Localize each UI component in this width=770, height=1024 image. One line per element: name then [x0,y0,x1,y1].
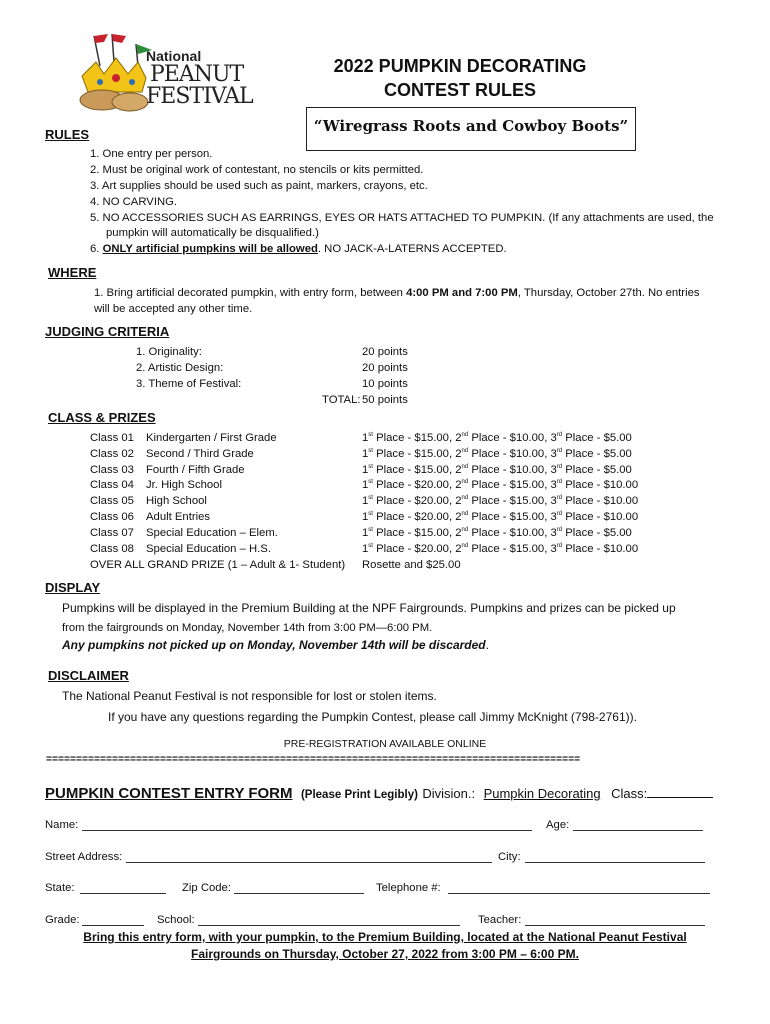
prize-amount: $15.00 [414,463,449,476]
class-number: Class 01 [90,432,134,444]
class-prizes: 1st Place - $20.00, 2nd Place - $15.00, 3rd Place - $10.00 [362,495,639,508]
class-name: Special Education – H.S. [146,542,271,555]
street-field[interactable] [126,862,492,863]
judging-label: 2. Artistic Design: [136,362,224,374]
class-name: High School [146,495,207,508]
class-number: Class 02 [90,447,134,460]
class-name: Fourth / Fifth Grade [146,463,245,476]
display-line1: Pumpkins will be displayed in the Premium Building at the NPF Fairgrounds. Pumpkins and prizes can be picked up [62,601,676,615]
prize-amount: $5.00 [603,447,632,460]
class-number: Class 07 [90,526,134,539]
class-number: Class 04 [90,479,134,492]
prize-amount: $10.00 [509,432,545,444]
class-prizes: 1st Place - $20.00, 2nd Place - $15.00, 3rd Place - $10.00 [362,511,639,523]
judging-points: 10 points [362,378,408,390]
rule-6-number: 6. [90,243,100,255]
judging-points: 20 points [362,362,408,374]
display-heading: DISPLAY [45,580,101,595]
rule-item: 5. NO ACCESSORIES SUCH AS EARRINGS, EYES OR HATS ATTACHED TO PUMPKIN. (If any attachments are used, the [90,212,714,224]
class-name: Special Education – Elem. [146,526,278,539]
prize-amount: $5.00 [603,463,632,476]
disclaimer-heading: DISCLAIMER [48,668,129,683]
judging-label: 1. Originality: [136,346,202,358]
where-time: 4:00 PM and 7:00 PM [406,287,518,299]
class-prizes: 1st Place - $15.00, 2nd Place - $10.00, 3rd Place - $5.00 [362,463,632,476]
prize-amount: $20.00 [414,542,449,555]
rule-item: 4. NO CARVING. [90,196,178,208]
prize-amount: $10.00 [509,463,545,476]
prize-amount: $20.00 [414,495,449,508]
state-label: State: [45,882,75,894]
state-field[interactable] [80,893,166,894]
prize-amount: $15.00 [414,432,449,444]
logo-text-peanut: PEANUT [150,62,244,87]
class-prizes: 1st Place - $20.00, 2nd Place - $15.00, 3rd Place - $10.00 [362,542,639,555]
rule-6-rest: . NO JACK-A-LATERNS ACCEPTED. [317,243,507,255]
rule-item: 1. One entry per person. [90,148,213,160]
prize-amount: $15.00 [414,526,449,539]
prize-amount: $15.00 [414,447,449,460]
zip-field[interactable] [234,893,364,894]
where-line1 [94,287,700,299]
where-heading: WHERE [48,265,97,280]
class-name: Jr. High School [146,479,222,492]
class-prizes: 1st Place - $20.00, 2nd Place - $15.00, 3rd Place - $10.00 [362,479,639,492]
division-value: Pumpkin Decorating [483,786,601,801]
class-number: Class 06 [90,511,134,523]
class-name: Kindergarten / First Grade [146,432,277,444]
entry-form-title: PUMPKIN CONTEST ENTRY FORM [45,785,293,802]
display-warning-text: Any pumpkins not picked up on Monday, November 14th will be discarded [62,638,486,652]
prize-amount: $20.00 [414,511,449,523]
age-label: Age: [546,819,570,831]
teacher-label: Teacher: [478,914,522,926]
rules-heading: RULES [45,127,90,142]
street-label: Street Address: [45,851,123,863]
name-label: Name: [45,819,79,831]
prize-amount: $15.00 [509,479,545,492]
where-text-post: , Thursday, October 27th. No entries [517,287,700,299]
grade-label: Grade: [45,914,80,926]
print-legibly-note: (Please Print Legibly) [300,789,418,801]
class-number: Class 05 [90,495,134,508]
rule-6-bold: ONLY artificial pumpkins will be allowed [102,243,318,255]
rule-item-6 [90,243,507,255]
telephone-field[interactable] [448,893,710,894]
rule-item-continued: pumpkin will automatically be disqualified.) [106,227,319,239]
grand-prize-label: OVER ALL GRAND PRIZE (1 – Adult & 1- Student) [90,559,346,571]
display-warning: Any pumpkins not picked up on Monday, November 14th will be discarded. [62,638,489,652]
judging-label: 3. Theme of Festival: [136,378,242,390]
logo-text-national: National [146,48,202,64]
class-prizes-heading: CLASS & PRIZES [48,410,156,425]
disclaimer-line2: If you have any questions regarding the Pumpkin Contest, please call Jimmy McKnight (798-2761)). [108,710,637,724]
theme-box [306,107,636,151]
rule-item: 3. Art supplies should be used such as paint, markers, crayons, etc. [90,180,428,192]
prize-amount: $15.00 [509,495,545,508]
preregistration-note: PRE-REGISTRATION AVAILABLE ONLINE [283,738,487,750]
where-text: 1. Bring artificial decorated pumpkin, with entry form, between [94,287,407,299]
judging-heading: JUDGING CRITERIA [45,324,170,339]
where-line2: will be accepted any other time. [94,303,253,315]
prize-amount: $10.00 [603,479,639,492]
prize-amount: $10.00 [509,447,545,460]
prize-amount: $10.00 [603,542,639,555]
footer-line1: Bring this entry form, with your pumpkin, to the Premium Building, located at the National Peanut Festival [83,930,687,944]
theme-text: “Wiregrass Roots and Cowboy Boots” [313,117,629,135]
judging-total: 50 points [362,394,408,406]
prize-amount: $20.00 [414,479,449,492]
page-title-line1: 2022 PUMPKIN DECORATING [333,56,587,76]
telephone-label: Telephone #: [376,882,441,894]
grand-prize-value: Rosette and $25.00 [362,559,461,571]
footer-line2: Fairgrounds on Thursday, October 27, 2022 from 3:00 PM – 6:00 PM. [191,947,579,961]
class-prizes: 1st Place - $15.00, 2nd Place - $10.00, 3rd Place - $5.00 [362,432,632,444]
name-field[interactable] [82,830,532,831]
rule-item: 2. Must be original work of contestant, no stencils or kits permitted. [90,164,424,176]
school-label: School: [157,914,195,926]
prize-amount: $10.00 [603,511,639,523]
prize-amount: $5.00 [603,526,632,539]
class-name: Second / Third Grade [146,447,254,460]
class-label: Class: [611,786,648,801]
logo-text-festival: FESTIVAL [146,84,253,109]
display-line2: from the fairgrounds on Monday, November 14th from 3:00 PM—6:00 PM. [62,622,433,634]
zip-label: Zip Code: [182,882,231,894]
page-title-line2: CONTEST RULES [383,80,536,100]
class-number: Class 03 [90,463,134,476]
judging-total-label: TOTAL: [322,394,361,406]
class-prizes: 1st Place - $15.00, 2nd Place - $10.00, 3rd Place - $5.00 [362,447,632,460]
class-field[interactable] [647,785,713,798]
class-prizes: 1st Place - $15.00, 2nd Place - $10.00, 3rd Place - $5.00 [362,526,632,539]
entry-form-header [45,785,713,803]
grade-field[interactable] [82,925,144,926]
prize-amount: $10.00 [509,526,545,539]
festival-logo [78,32,253,114]
class-name: Adult Entries [146,511,211,523]
school-field[interactable] [198,925,460,926]
teacher-field[interactable] [525,925,705,926]
judging-points: 20 points [362,346,408,358]
disclaimer-line1: The National Peanut Festival is not responsible for lost or stolen items. [62,689,437,703]
city-label: City: [498,851,521,863]
prize-amount: $15.00 [509,542,545,555]
age-field[interactable] [573,830,703,831]
class-number: Class 08 [90,542,134,555]
prize-amount: $5.00 [603,432,632,444]
city-field[interactable] [525,862,705,863]
separator-line: ========================================================================================= [46,755,581,766]
prize-amount: $15.00 [509,511,545,523]
prize-amount: $10.00 [603,495,639,508]
division-label: Division.: [422,786,476,801]
